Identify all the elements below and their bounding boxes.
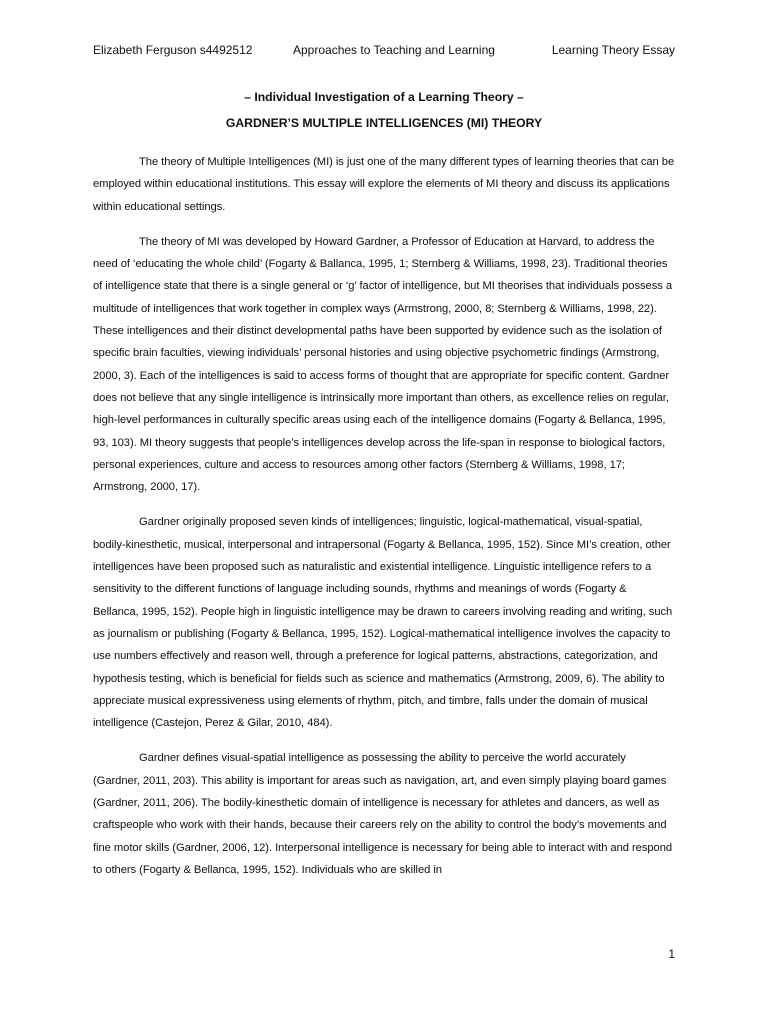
running-header: [93, 43, 675, 61]
header-author: Elizabeth Ferguson s4492512: [93, 43, 253, 57]
paragraph-intro: The theory of Multiple Intelligences (MI) is just one of the many different types of learning theories that can be employed within educational institutions. This essay will explore the elements of MI theory and discuss its applications within educational settings.: [93, 156, 675, 213]
header-doc-type: Learning Theory Essay: [551, 43, 675, 57]
paragraph-visual-spatial: Gardner defines visual-spatial intelligence as possessing the ability to perceive the world accurately (Gardner, 2011, 203). This ability is important for areas such as navigation, art, and even simply playing board games (Gardner, 2011, 206). The bodily-kinesthetic domain of intelligence is necessary for athletes and dancers, as well as craftspeople who work with their hands, because their careers rely on the ability to control the body’s movements and fine motor skills (Gardner, 2006, 12). Interpersonal intelligence is necessary for being able to interact with and respond to others (Fogarty & Bellanca, 1995, 152). Individuals who are skilled in: [93, 752, 673, 876]
page-number: 1: [668, 947, 675, 961]
essay-title: GARDNER’S MULTIPLE INTELLIGENCES (MI) THEORY: [225, 116, 543, 130]
essay-subtitle: – Individual Investigation of a Learning Theory –: [244, 90, 524, 104]
header-course: Approaches to Teaching and Learning: [293, 43, 495, 57]
paragraph-seven-intelligences: Gardner originally proposed seven kinds of intelligences; linguistic, logical-mathematical, visual-spatial, bodily-kinesthetic, musical, interpersonal and intrapersonal (Fogarty & Bellanca, 1995, 152). Since MI’s creation, other intelligences have been proposed such as naturalistic and existential intelligence. Linguistic intelligence refers to a sensitivity to the different functions of language including sounds, rhythms and meanings of words (Fogarty & Bellanca, 1995, 152). People high in linguistic intelligence may be drawn to careers involving reading and writing, such as journalism or publishing (Fogarty & Bellanca, 1995, 152). Logical-mathematical intelligence involves the capacity to use numbers effectively and reason well, through a preference for logical patterns, abstractions, categorization, and hypothesis testing, which is beneficial for fields such as science and mathematics (Armstrong, 2009, 6). The ability to appreciate musical expressiveness using elements of rhythm, pitch, and timbre, falls under the domain of musical intelligence (Castejon, Perez & Gilar, 2010, 484).: [93, 516, 673, 730]
essay-body: [93, 151, 675, 894]
paragraph-mi-development: The theory of MI was developed by Howard Gardner, a Professor of Education at Harvard, to address the need of ‘educating the whole child’ (Fogarty & Ballanca, 1995, 1; Sternberg & Williams, 1998, 23). Traditional theories of intelligence state that there is a single general or ‘g’ factor of intelligence, but MI theorises that individuals possess a multitude of intelligences that work together in complex ways (Armstrong, 2000, 8; Sternberg & Williams, 1998, 22). These intelligences and their distinct developmental paths have been supported by evidence such as the isolation of specific brain faculties, viewing individuals’ personal histories and using objective psychometric findings (Armstrong, 2000, 3). Each of the intelligences is said to access forms of thought that are appropriate for specific content. Gardner does not believe that any single intelligence is intrinsically more important than others, as excellence relies on regular, high-level performances in culturally specific areas using each of the intelligence domains (Fogarty & Bellanca, 1995, 93, 103). MI theory suggests that people’s intelligences develop across the life-span in response to biological factors, personal experiences, culture and access to resources among other factors (Sternberg & Williams, 1998, 17; Armstrong, 2000, 17).: [93, 235, 673, 494]
title-block: [93, 88, 675, 132]
